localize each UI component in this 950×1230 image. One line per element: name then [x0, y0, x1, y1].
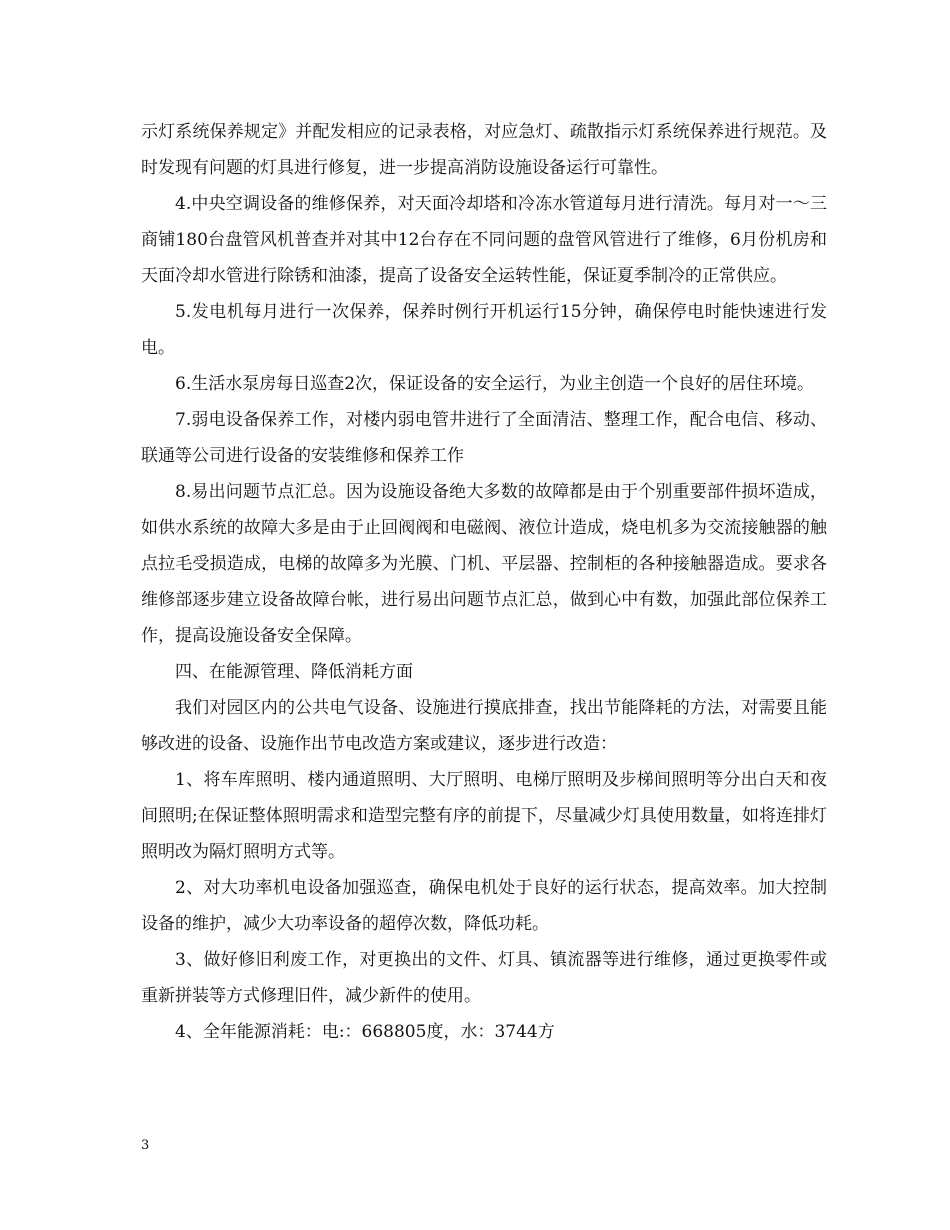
paragraph-energy-item-4: 4、全年能源消耗：电:：668805度，水：3744方	[175, 1022, 555, 1042]
paragraph-central-ac: 4.中央空调设备的维修保养，对天面冷却塔和冷冻水管道每月进行清洗。每月对一～三商铺180台盘管风机普查并对其中12台存在不同问题的盘管风管进行了维修，6月份机房和天面冷却水管进行除锈和油漆，提高了设备安全运转性能，保证夏季制冷的正常供应。	[141, 194, 827, 286]
section-heading-energy: 四、在能源管理、降低消耗方面	[175, 662, 413, 682]
paragraph-low-voltage: 7.弱电设备保养工作，对楼内弱电管井进行了全面清洁、整理工作，配合电信、移动、联通等公司进行设备的安装维修和保养工作	[141, 410, 827, 466]
paragraph-fault-summary: 8.易出问题节点汇总。因为设施设备绝大多数的故障都是由于个别重要部件损坏造成，如供水系统的故障大多是由于止回阀阀和电磁阀、液位计造成，烧电机多为交流接触器的触点拉毛受损造成，电梯的故障多为光膜、门机、平层器、控制柜的各种接触器造成。要求各维修部逐步建立设备故障台帐，进行易出问题节点汇总，做到心中有数，加强此部位保养工作，提高设施设备安全保障。	[141, 482, 827, 646]
page-number: 3	[141, 1138, 150, 1153]
paragraph-water-pump: 6.生活水泵房每日巡查2次，保证设备的安全运行，为业主创造一个良好的居住环境。	[175, 374, 815, 394]
paragraph-generator: 5.发电机每月进行一次保养，保养时例行开机运行15分钟，确保停电时能快速进行发电。	[141, 302, 827, 358]
paragraph-lighting-maintenance: 示灯系统保养规定》并配发相应的记录表格，对应急灯、疏散指示灯系统保养进行规范。及时发现有问题的灯具进行修复，进一步提高消防设施设备运行可靠性。	[141, 122, 827, 178]
paragraph-energy-item-1: 1、将车库照明、楼内通道照明、大厅照明、电梯厅照明及步梯间照明等分出白天和夜间照明;在保证整体照明需求和造型完整有序的前提下，尽量减少灯具使用数量，如将连排灯照明改为隔灯照明方式等。	[141, 770, 827, 862]
document-body	[141, 114, 827, 1050]
paragraph-energy-item-3: 3、做好修旧利废工作，对更换出的文件、灯具、镇流器等进行维修，通过更换零件或重新拼装等方式修理旧件，减少新件的使用。	[141, 950, 827, 1006]
paragraph-energy-item-2: 2、对大功率机电设备加强巡查，确保电机处于良好的运行状态，提高效率。加大控制设备的维护，减少大功率设备的超停次数，降低功耗。	[141, 878, 827, 934]
paragraph-energy-intro: 我们对园区内的公共电气设备、设施进行摸底排查，找出节能降耗的方法，对需要且能够改进的设备、设施作出节电改造方案或建议，逐步进行改造：	[141, 698, 827, 754]
